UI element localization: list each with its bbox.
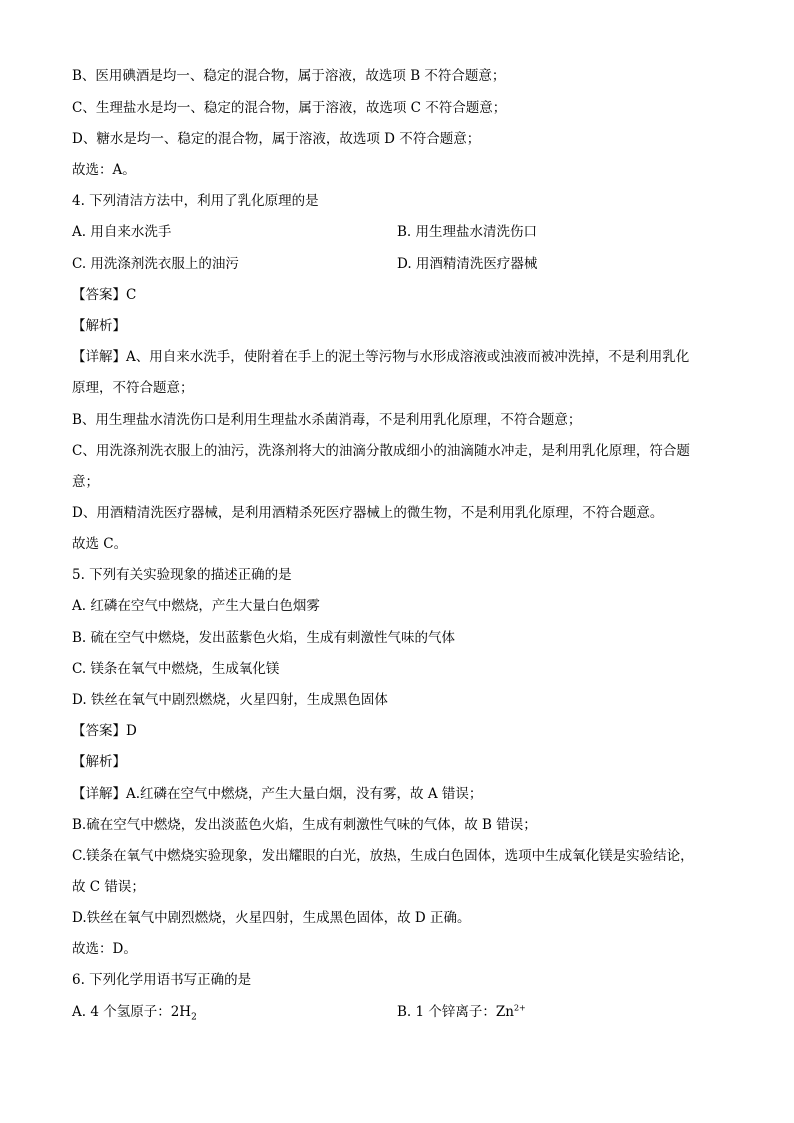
- q6-option-b: [397, 1002, 722, 1022]
- q4-detail-line: 意；: [72, 474, 99, 490]
- q4-detail-line: [72, 347, 722, 367]
- q4-analysis-tag: [72, 316, 722, 336]
- option-text: B. 1 个锌离子：Zn: [397, 1004, 514, 1020]
- q5-answer: [72, 721, 722, 741]
- q5-option-c: C. 镁条在氧气中燃烧，生成氧化镁: [72, 661, 280, 677]
- q5-analysis-tag: [72, 752, 722, 772]
- answer-value: D: [126, 723, 137, 739]
- option-text: A. 4 个氢原子：2H: [72, 1004, 192, 1020]
- q4-detail-line: B、用生理盐水清洗伤口是利用生理盐水杀菌消毒，不是利用乳化原理，不符合题意；: [72, 412, 582, 428]
- q5-detail-line: 故 C 错误；: [72, 879, 145, 895]
- detail-tag: 【详解】: [72, 786, 126, 802]
- analysis-tag: 【解析】: [72, 318, 126, 334]
- question-4-stem: 4. 下列清洁方法中，利用了乳化原理的是: [72, 193, 319, 209]
- q4-option-d: D. 用酒精清洗医疗器械: [397, 256, 538, 272]
- q4-detail-line: 原理，不符合题意；: [72, 380, 194, 396]
- text-line: D、糖水是均一、稳定的混合物，属于溶液，故选项 D 不符合题意；: [72, 131, 481, 147]
- q5-detail-line: D.铁丝在氧气中剧烈燃烧，火星四射，生成黑色固体，故 D 正确。: [72, 910, 471, 926]
- superscript: 2+: [513, 1003, 526, 1013]
- q5-detail-line: [72, 784, 722, 804]
- text-line: C、生理盐水是均一、稳定的混合物，属于溶液，故选项 C 不符合题意；: [72, 100, 507, 116]
- detail-text: A、用自来水洗手，使附着在手上的泥土等污物与水形成溶液或浊液而被冲洗掉，不是利用乳化: [126, 349, 690, 365]
- q4-detail-line: 故选 C。: [72, 536, 128, 552]
- answer-tag: 【答案】: [72, 287, 126, 303]
- q5-option-b: B. 硫在空气中燃烧，发出蓝紫色火焰，生成有刺激性气味的气体: [72, 630, 456, 646]
- text-line: B、医用碘酒是均一、稳定的混合物，属于溶液，故选项 B 不符合题意；: [72, 68, 506, 84]
- question-6-stem: 6. 下列化学用语书写正确的是: [72, 972, 252, 988]
- q4-answer: [72, 285, 722, 305]
- subscript: 2: [191, 1012, 197, 1023]
- q5-option-a: A. 红磷在空气中燃烧，产生大量白色烟雾: [72, 598, 320, 614]
- answer-tag: 【答案】: [72, 723, 126, 739]
- q4-detail-line: C、用洗涤剂洗衣服上的油污，洗涤剂将大的油滴分散成细小的油滴随水冲走，是利用乳化原理，符合题: [72, 443, 690, 459]
- q4-option-a: A. 用自来水洗手: [72, 224, 172, 240]
- answer-value: C: [126, 287, 137, 303]
- analysis-tag: 【解析】: [72, 754, 126, 770]
- detail-text: A.红磷在空气中燃烧，产生大量白烟，没有雾，故 A 错误；: [126, 786, 483, 802]
- q5-option-d: D. 铁丝在氧气中剧烈燃烧，火星四射，生成黑色固体: [72, 692, 388, 708]
- text-line: 故选：A。: [72, 162, 136, 178]
- q5-detail-line: 故选：D。: [72, 941, 137, 957]
- q5-detail-line: C.镁条在氧气中燃烧实验现象，发出耀眼的白光，放热，生成白色固体，选项中生成氧化镁是实验结论，: [72, 848, 694, 864]
- question-5-stem: 5. 下列有关实验现象的描述正确的是: [72, 567, 292, 583]
- q5-detail-line: B.硫在空气中燃烧，发出淡蓝色火焰，生成有刺激性气味的气体，故 B 错误；: [72, 817, 537, 833]
- q4-option-b: B. 用生理盐水清洗伤口: [397, 224, 538, 240]
- q4-detail-line: D、用酒精清洗医疗器械，是利用酒精杀死医疗器械上的微生物，不是利用乳化原理，不符合题意。: [72, 505, 664, 521]
- detail-tag: 【详解】: [72, 349, 126, 365]
- q4-option-c: C. 用洗涤剂洗衣服上的油污: [72, 256, 239, 272]
